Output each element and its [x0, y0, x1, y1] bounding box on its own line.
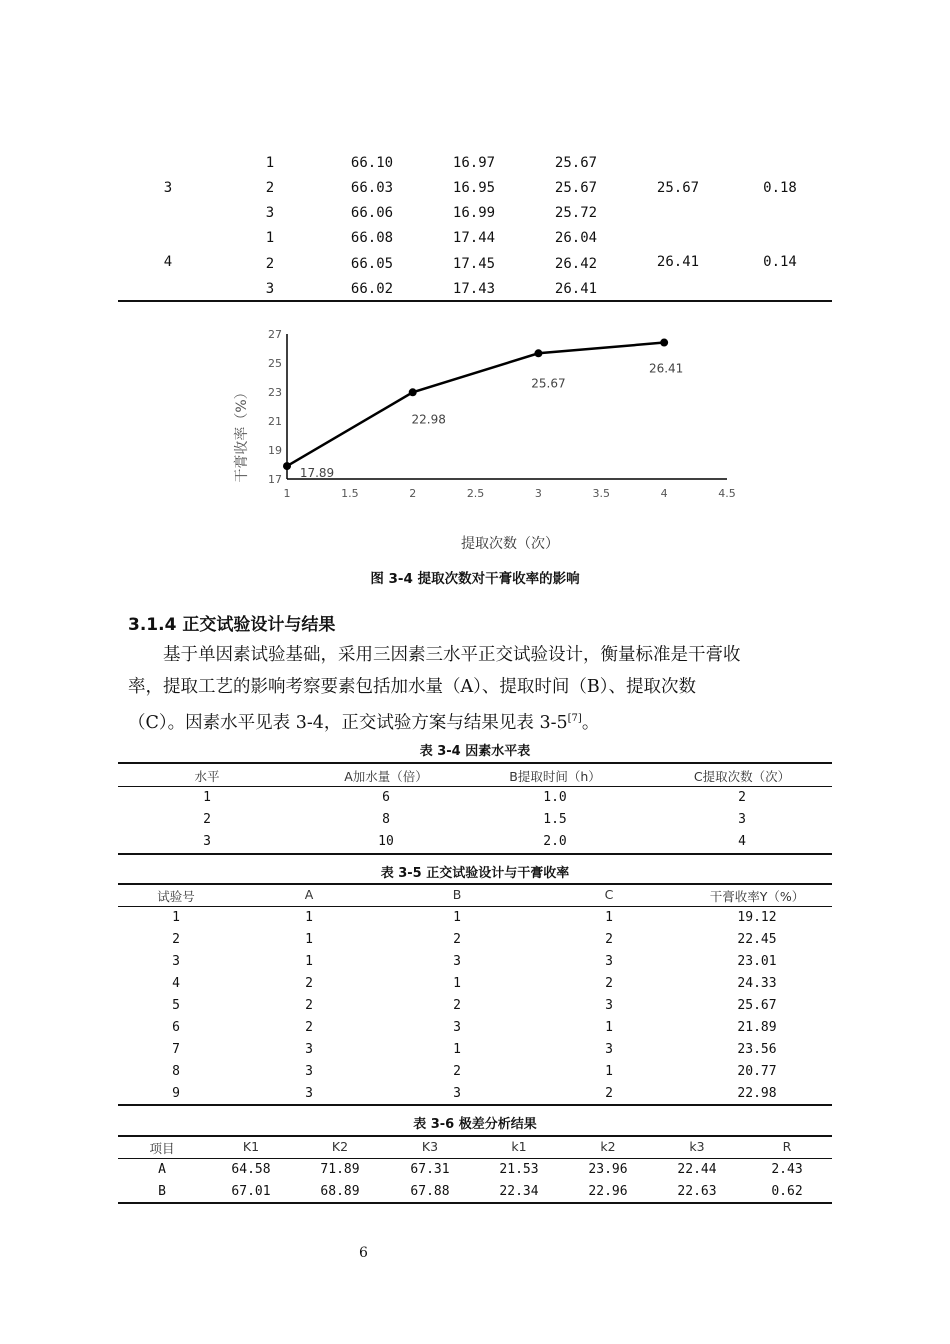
table-cell: 66.03	[350, 180, 394, 196]
table-cell: 17.45	[452, 256, 496, 272]
data-point	[660, 339, 668, 347]
rsd-cell: 0.14	[763, 254, 797, 270]
table-cell: 4	[172, 976, 180, 991]
column-header: k1	[511, 1139, 527, 1154]
table-bottom-rule	[118, 300, 832, 302]
avg-cell: 26.41	[656, 254, 700, 270]
x-tick-label: 4.5	[718, 487, 736, 500]
table-cell: 8	[172, 1064, 180, 1079]
table-cell: 16.95	[452, 180, 496, 196]
table-cell: 6	[382, 790, 390, 805]
table-bottom-rule	[118, 1104, 832, 1106]
table-cell: 64.58	[231, 1162, 271, 1177]
table-cell: 2	[305, 1020, 313, 1035]
x-tick-label: 3	[534, 487, 542, 500]
table-cell: 66.06	[350, 205, 394, 221]
table-cell: 7	[172, 1042, 180, 1057]
y-tick-label: 21	[268, 415, 282, 428]
table-cell: 22.98	[737, 1086, 777, 1101]
table-cell: 2	[203, 812, 211, 827]
y-tick-label: 27	[268, 328, 282, 341]
data-label: 25.67	[531, 376, 566, 391]
x-tick-label: 2.5	[466, 487, 485, 500]
column-header: k3	[689, 1139, 705, 1154]
table-cell: 66.10	[350, 155, 394, 171]
y-axis-label: 干膏收率（%）	[234, 385, 250, 483]
table-cell: 25.67	[554, 180, 598, 196]
line-chart	[200, 318, 760, 568]
level-cell: 4	[163, 254, 173, 270]
table-cell: 71.89	[320, 1162, 360, 1177]
column-header: C提取次数（次）	[693, 769, 791, 784]
column-header: K1	[242, 1139, 260, 1154]
table-cell: 1	[265, 155, 275, 171]
y-tick-label: 23	[268, 386, 282, 399]
table-cell: 25.67	[737, 998, 777, 1013]
table-cell: 25.72	[554, 205, 598, 221]
column-header: K2	[331, 1139, 349, 1154]
table-cell: 2	[305, 998, 313, 1013]
table-cell: 1	[305, 954, 313, 969]
table-caption: 表 3-4 因素水平表	[419, 744, 531, 759]
table-cell: 67.31	[410, 1162, 450, 1177]
paragraph-line-1: 基于单因素试验基础，采用三因素三水平正交试验设计，衡量标准是干膏收	[163, 645, 741, 665]
table-cell: 16.97	[452, 155, 496, 171]
data-label: 17.89	[299, 466, 335, 481]
table-cell: 1.5	[543, 812, 567, 827]
table-cell: 1	[605, 910, 613, 925]
table-bottom-rule	[118, 1202, 832, 1204]
y-tick-label: 25	[268, 357, 282, 370]
table-cell: 25.67	[554, 155, 598, 171]
table-header-rule	[118, 786, 832, 787]
table-top-rule	[118, 883, 832, 885]
table-cell: 23.01	[737, 954, 777, 969]
table-cell: 4	[738, 834, 746, 849]
x-tick-label: 4	[660, 487, 668, 500]
table-cell: 1	[203, 790, 211, 805]
table-cell: 3	[453, 1086, 461, 1101]
table-cell: 2	[305, 976, 313, 991]
paragraph-line-3	[128, 703, 828, 739]
column-header: A加水量（倍）	[344, 769, 428, 784]
data-point	[534, 349, 542, 357]
table-cell: 68.89	[320, 1184, 360, 1199]
x-axis-label: 提取次数（次）	[461, 536, 559, 552]
table-cell: 3	[738, 812, 746, 827]
table-cell: 67.88	[410, 1184, 450, 1199]
table-top-rule	[118, 1135, 832, 1137]
table-header-rule	[118, 906, 832, 907]
citation-ref: [7]	[567, 713, 582, 724]
table-cell: 16.99	[452, 205, 496, 221]
column-header: 干膏收率Y（%）	[709, 889, 805, 904]
table-cell: B	[158, 1184, 166, 1199]
table-cell: 2.0	[543, 834, 567, 849]
column-header: R	[782, 1139, 792, 1154]
table-cell: 22.63	[677, 1184, 717, 1199]
x-tick-label: 1.5	[341, 487, 359, 500]
column-header: 水平	[194, 769, 220, 784]
table-cell: 3	[453, 954, 461, 969]
table-cell: 2	[605, 976, 613, 991]
table-cell: 17.43	[452, 281, 496, 297]
table-cell: 66.02	[350, 281, 394, 297]
table-cell: 1.0	[543, 790, 567, 805]
table-cell: 3	[605, 1042, 613, 1057]
table-cell: 2	[453, 1064, 461, 1079]
table-cell: 1	[305, 932, 313, 947]
table-cell: 2.43	[771, 1162, 803, 1177]
table-cell: 1	[453, 910, 461, 925]
table-cell: 9	[172, 1086, 180, 1101]
column-header: K3	[421, 1139, 439, 1154]
table-cell: 2	[738, 790, 746, 805]
x-tick-label: 1	[283, 487, 291, 500]
table-cell: 22.96	[588, 1184, 628, 1199]
table-cell: 22.34	[499, 1184, 539, 1199]
table-cell: 1	[265, 230, 275, 246]
table-cell: 17.44	[452, 230, 496, 246]
column-header: A	[304, 887, 314, 902]
column-header: 试验号	[157, 889, 195, 904]
table-caption: 表 3-6 极差分析结果	[413, 1117, 537, 1132]
table-cell: 21.89	[737, 1020, 777, 1035]
table-cell: 66.08	[350, 230, 394, 246]
table-cell: 20.77	[737, 1064, 777, 1079]
table-cell: 26.41	[554, 281, 598, 297]
data-label: 26.41	[648, 361, 684, 376]
series-line	[287, 343, 664, 467]
column-header: k2	[600, 1139, 616, 1154]
table-cell: 3	[265, 281, 275, 297]
data-point	[283, 462, 291, 470]
table-cell: 22.45	[737, 932, 777, 947]
table-cell: 6	[172, 1020, 180, 1035]
y-tick-label: 19	[268, 444, 282, 457]
column-header: B	[452, 887, 462, 902]
table-cell: 19.12	[737, 910, 777, 925]
column-header: B提取时间（h）	[509, 769, 601, 784]
rsd-cell: 0.18	[763, 180, 797, 196]
figure-caption: 图 3-4 提取次数对干膏收率的影响	[370, 571, 580, 587]
table-cell: 3	[305, 1086, 313, 1101]
table-cell: 22.44	[677, 1162, 717, 1177]
x-tick-label: 3.5	[592, 487, 611, 500]
table-cell: 8	[382, 812, 390, 827]
table-cell: 2	[605, 932, 613, 947]
x-tick-label: 2	[409, 487, 417, 500]
table-cell: 24.33	[737, 976, 777, 991]
table-cell: 1	[305, 910, 313, 925]
table-cell: 1	[453, 976, 461, 991]
table-cell: 26.42	[554, 256, 598, 272]
paragraph-text: （C）。因素水平见表 3-4，正交试验方案与结果见表 3-5	[128, 712, 568, 733]
table-cell: 2	[265, 180, 275, 196]
table-cell: 3	[265, 205, 275, 221]
table-cell: 1	[453, 1042, 461, 1057]
table-cell: 3	[605, 954, 613, 969]
paragraph-line-2: 率，提取工艺的影响考察要素包括加水量（A）、提取时间（B）、提取次数	[128, 677, 696, 697]
table-cell: 3	[605, 998, 613, 1013]
table-cell: 1	[172, 910, 180, 925]
column-header: C	[604, 887, 614, 902]
table-cell: 3	[203, 834, 211, 849]
table-caption: 表 3-5 正交试验设计与干膏收率	[380, 866, 570, 881]
table-cell: 26.04	[554, 230, 598, 246]
level-cell: 3	[163, 180, 173, 196]
table-cell: 1	[605, 1064, 613, 1079]
column-header: 项目	[149, 1141, 175, 1156]
table-cell: 21.53	[499, 1162, 539, 1177]
table-cell: 5	[172, 998, 180, 1013]
table-cell: 0.62	[771, 1184, 803, 1199]
data-point	[409, 388, 417, 396]
table-cell: 3	[172, 954, 180, 969]
table-cell: 23.56	[737, 1042, 777, 1057]
table-cell: A	[158, 1162, 166, 1177]
data-label: 22.98	[411, 412, 446, 427]
table-cell: 2	[605, 1086, 613, 1101]
table-top-rule	[118, 762, 832, 764]
table-cell: 66.05	[350, 256, 394, 272]
section-title: 3.1.4 正交试验设计与结果	[128, 615, 336, 635]
table-cell: 3	[453, 1020, 461, 1035]
table-cell: 23.96	[588, 1162, 628, 1177]
table-cell: 67.01	[231, 1184, 271, 1199]
table-cell: 2	[453, 998, 461, 1013]
table-cell: 2	[265, 256, 275, 272]
paragraph-text: 。	[581, 712, 600, 733]
table-cell: 3	[305, 1064, 313, 1079]
table-cell: 2	[453, 932, 461, 947]
y-tick-label: 17	[268, 473, 282, 486]
table-cell: 1	[605, 1020, 613, 1035]
table-cell: 2	[172, 932, 180, 947]
avg-cell: 25.67	[656, 180, 700, 196]
page-number: 6	[359, 1245, 368, 1261]
table-header-rule	[118, 1158, 832, 1159]
table-cell: 10	[378, 834, 394, 849]
table-bottom-rule	[118, 853, 832, 855]
table-cell: 3	[305, 1042, 313, 1057]
